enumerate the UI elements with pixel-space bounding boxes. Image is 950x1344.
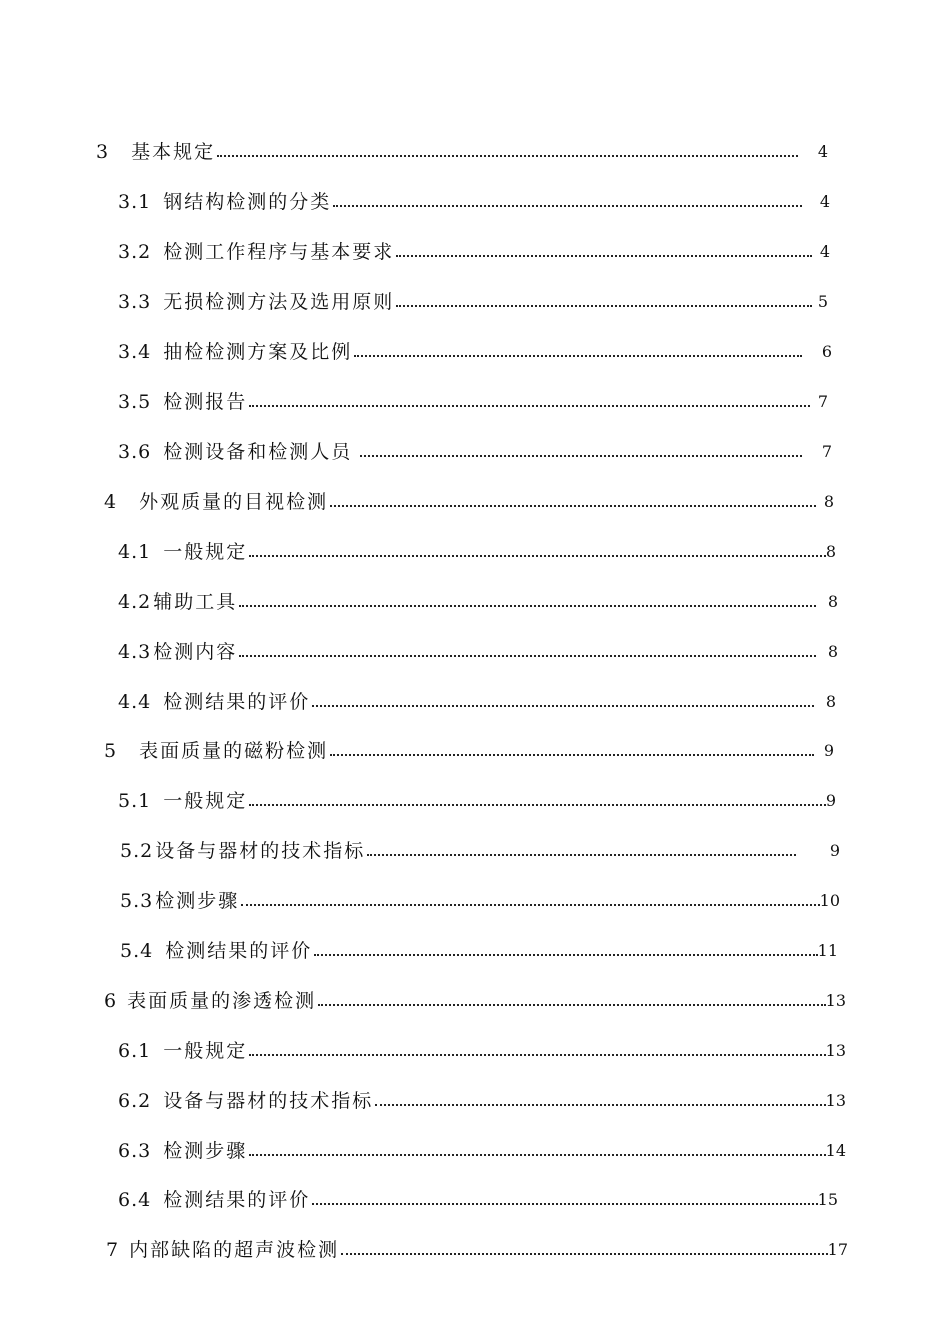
- toc-entry-page: 5: [817, 292, 828, 311]
- toc-entry-6-2[interactable]: [118, 1083, 846, 1113]
- toc-dot-leader: [354, 355, 802, 357]
- toc-dot-leader: [396, 255, 812, 257]
- toc-entry-title: 一般规定: [163, 790, 248, 812]
- toc-entry-5-2[interactable]: [120, 833, 840, 863]
- toc-entry-title: 检测工作程序与基本要求: [163, 241, 395, 263]
- toc-entry-4-2[interactable]: [118, 584, 838, 614]
- toc-entry-5-4[interactable]: [120, 933, 838, 963]
- toc-dot-leader: [241, 904, 819, 906]
- toc-entry-page: 17: [827, 1240, 848, 1259]
- toc-entry-page: 13: [825, 1041, 846, 1060]
- toc-entry-3-1[interactable]: [118, 184, 830, 214]
- toc-entry-page: 15: [817, 1190, 838, 1209]
- toc-entry-title: 一般规定: [163, 1040, 248, 1062]
- toc-entry-page: 9: [823, 741, 834, 760]
- toc-entry-number: 5.4: [120, 940, 154, 962]
- toc-entry-title: 检测结果的评价: [163, 691, 311, 713]
- toc-entry-title: 检测结果的评价: [165, 940, 313, 962]
- toc-entry-title: 钢结构检测的分类: [163, 191, 332, 213]
- toc-entry-number: 3: [96, 141, 110, 163]
- toc-entry-3-6[interactable]: [118, 434, 832, 464]
- toc-dot-leader: [249, 555, 826, 557]
- toc-dot-leader: [330, 505, 816, 507]
- toc-entry-5[interactable]: [104, 733, 834, 763]
- toc-dot-leader: [312, 705, 814, 707]
- toc-entry-4-3[interactable]: [118, 634, 838, 664]
- toc-entry-page: 8: [823, 492, 834, 511]
- toc-entry-page: 9: [825, 791, 836, 810]
- toc-entry-number: 3.2: [118, 241, 152, 263]
- toc-entry-page: 8: [827, 642, 838, 661]
- toc-entry-title: 抽检检测方案及比例: [163, 341, 353, 363]
- toc-entry-4-4[interactable]: [118, 684, 836, 714]
- toc-entry-page: 4: [819, 242, 830, 261]
- toc-dot-leader: [249, 1054, 825, 1056]
- toc-entry-title: 无损检测方法及选用原则: [163, 291, 395, 313]
- toc-entry-page: 6: [821, 342, 832, 361]
- toc-entry-number: 5.1: [118, 790, 152, 812]
- toc-dot-leader: [249, 804, 826, 806]
- toc-entry-title: 设备与器材的技术指标: [163, 1090, 374, 1112]
- toc-entry-number: 7: [106, 1239, 120, 1261]
- toc-entry-title: 表面质量的磁粉检测: [139, 740, 329, 762]
- toc-entry-number: 6.4: [118, 1189, 152, 1211]
- toc-entry-title: 检测内容: [153, 641, 238, 663]
- toc-dot-leader: [249, 405, 810, 407]
- toc-dot-leader: [360, 455, 802, 457]
- toc-entry-title: 设备与器材的技术指标: [155, 840, 366, 862]
- toc-entry-number: 6.2: [118, 1090, 152, 1112]
- toc-entry-number: 3.1: [118, 191, 152, 213]
- toc-entry-3-5[interactable]: [118, 384, 828, 414]
- toc-entry-page: 10: [819, 891, 840, 910]
- toc-dot-leader: [239, 605, 816, 607]
- toc-entry-title: 基本规定: [131, 141, 216, 163]
- toc-entry-number: 3.5: [118, 391, 152, 413]
- toc-dot-leader: [239, 655, 816, 657]
- toc-entry-page: 9: [829, 841, 840, 860]
- toc-dot-leader: [375, 1104, 825, 1106]
- toc-entry-page: 7: [817, 392, 828, 411]
- toc-dot-leader: [367, 854, 796, 856]
- toc-entry-number: 6: [104, 990, 118, 1012]
- toc-entry-number: 6.1: [118, 1040, 152, 1062]
- toc-entry-title: 外观质量的目视检测: [139, 491, 329, 513]
- toc-entry-title: 检测报告: [163, 391, 248, 413]
- toc-entry-title: 检测结果的评价: [163, 1189, 311, 1211]
- toc-entry-number: 5.2: [120, 840, 154, 862]
- toc-entry-number: 5: [104, 740, 118, 762]
- toc-entry-3-4[interactable]: [118, 334, 832, 364]
- toc-dot-leader: [333, 205, 802, 207]
- toc-entry-title: 一般规定: [163, 541, 248, 563]
- toc-entry-page: 13: [825, 991, 846, 1010]
- toc-dot-leader: [217, 155, 798, 157]
- toc-entry-title: 表面质量的渗透检测: [127, 990, 317, 1012]
- toc-dot-leader: [249, 1154, 825, 1156]
- toc-entry-6-4[interactable]: [118, 1182, 838, 1212]
- toc-entry-number: 4: [104, 491, 118, 513]
- toc-entry-number: 4.2: [118, 591, 152, 613]
- toc-entry-3-3[interactable]: [118, 284, 828, 314]
- toc-entry-number: 4.1: [118, 541, 152, 563]
- toc-entry-number: 3.3: [118, 291, 152, 313]
- toc-entry-5-3[interactable]: [120, 883, 840, 913]
- toc-entry-6-3[interactable]: [118, 1133, 846, 1163]
- toc-entry-number: 5.3: [120, 890, 154, 912]
- toc-entry-number: 4.3: [118, 641, 152, 663]
- toc-entry-page: 8: [825, 692, 836, 711]
- toc-entry-title: 检测设备和检测人员: [163, 441, 353, 463]
- toc-entry-4-1[interactable]: [118, 534, 836, 564]
- toc-entry-page: 14: [825, 1141, 846, 1160]
- toc-entry-title: 内部缺陷的超声波检测: [129, 1239, 340, 1261]
- toc-entry-title: 辅助工具: [153, 591, 238, 613]
- toc-entry-number: 3.4: [118, 341, 152, 363]
- toc-dot-leader: [312, 1203, 817, 1205]
- toc-entry-number: 3.6: [118, 441, 152, 463]
- toc-entry-page: 4: [817, 142, 828, 161]
- toc-dot-leader: [396, 305, 812, 307]
- toc-entry-page: 11: [817, 941, 838, 960]
- toc-dot-leader: [330, 754, 814, 756]
- toc-entry-page: 7: [821, 442, 832, 461]
- toc-entry-6[interactable]: [104, 983, 846, 1013]
- toc-entry-7[interactable]: [106, 1232, 848, 1262]
- toc-entry-number: 6.3: [118, 1140, 152, 1162]
- toc-entry-number: 4.4: [118, 691, 152, 713]
- toc-entry-3[interactable]: [96, 134, 828, 164]
- toc-entry-3-2[interactable]: [118, 234, 830, 264]
- toc-dot-leader: [341, 1253, 828, 1255]
- toc-entry-5-1[interactable]: [118, 783, 836, 813]
- toc-entry-6-1[interactable]: [118, 1033, 846, 1063]
- toc-entry-page: 8: [825, 542, 836, 561]
- toc-entry-4[interactable]: [104, 484, 834, 514]
- toc-dot-leader: [314, 954, 817, 956]
- toc-dot-leader: [318, 1004, 826, 1006]
- toc-entry-title: 检测步骤: [163, 1140, 248, 1162]
- toc-entry-page: 8: [827, 592, 838, 611]
- toc-entry-page: 13: [825, 1091, 846, 1110]
- toc-entry-title: 检测步骤: [155, 890, 240, 912]
- toc-entry-page: 4: [819, 192, 830, 211]
